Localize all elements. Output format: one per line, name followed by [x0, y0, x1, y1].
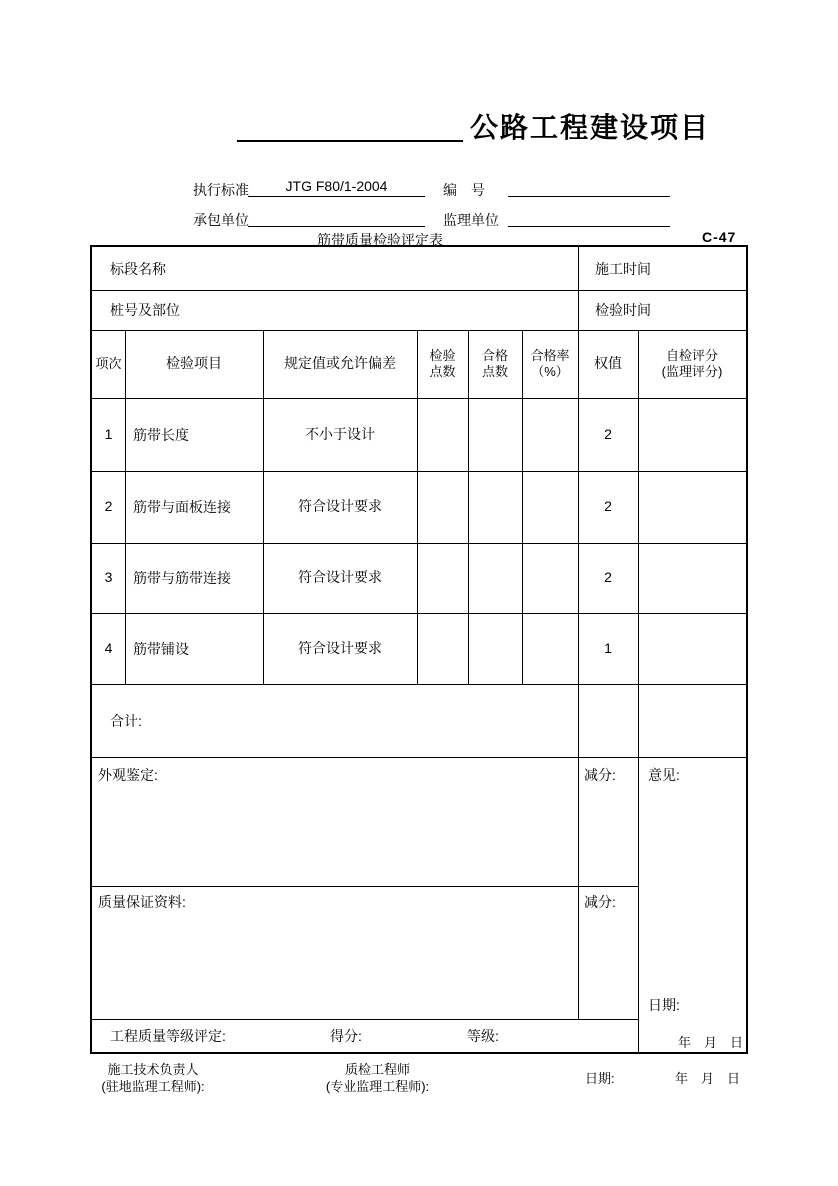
row2-no: 2	[104, 498, 113, 515]
row1-points[interactable]	[417, 398, 468, 471]
col-header-score-line2: (监理评分)	[661, 364, 723, 379]
col-header-pass	[468, 330, 522, 398]
form-code: C-47	[702, 229, 737, 245]
qc-engineer-line2: (专业监理工程师):	[325, 1079, 430, 1094]
grade-value[interactable]	[242, 1019, 322, 1052]
qc-engineer-signature	[295, 1061, 460, 1095]
score-label: 得分:	[330, 1027, 362, 1044]
col-header-item-no: 项次	[95, 355, 122, 371]
row4-spec: 符合设计要求	[298, 639, 382, 656]
contractor-label: 承包单位	[193, 212, 249, 228]
row4-no: 4	[104, 639, 113, 656]
col-header-score	[638, 330, 746, 398]
opinion-date-ymd: 年 月 日	[678, 1035, 744, 1050]
supervisor-field[interactable]	[508, 208, 670, 227]
col-header-points	[417, 330, 468, 398]
tech-lead-line1: 施工技术负责人	[107, 1062, 199, 1077]
tech-lead-signature	[78, 1061, 228, 1095]
number-field[interactable]	[508, 178, 670, 197]
row1-spec: 不小于设计	[305, 425, 375, 442]
row4-points[interactable]	[417, 613, 468, 684]
row1-weight: 2	[604, 425, 612, 442]
quality-deduction-label: 减分:	[584, 894, 616, 910]
opinion-value[interactable]	[648, 792, 742, 982]
row3-no: 3	[104, 569, 113, 586]
row4-weight: 1	[604, 639, 612, 656]
footer-date-label: 日期:	[585, 1071, 615, 1086]
opinion-date-label: 日期:	[648, 997, 680, 1013]
inspection-time-label: 检验时间	[595, 302, 651, 318]
row3-rate[interactable]	[522, 543, 578, 613]
supervisor-label: 监理单位	[443, 212, 499, 228]
row2-weight: 2	[604, 498, 612, 515]
footer-date-ymd: 年 月 日	[675, 1071, 741, 1086]
page-title: 公路工程建设项目	[470, 112, 711, 143]
col-header-points-line2: 点数	[429, 364, 456, 379]
total-value[interactable]	[172, 684, 552, 757]
appearance-label: 外观鉴定:	[98, 767, 158, 783]
table-title: 筋带质量检验评定表	[317, 232, 443, 248]
col-header-rate	[522, 330, 578, 398]
row2-spec: 符合设计要求	[298, 498, 382, 515]
grade-label: 工程质量等级评定:	[110, 1027, 226, 1044]
level-label: 等级:	[467, 1027, 499, 1044]
col-header-pass-line2: 点数	[481, 364, 508, 379]
col-header-pass-line1: 合格	[481, 347, 508, 363]
score-value[interactable]	[372, 1019, 452, 1052]
project-name-blank[interactable]	[237, 122, 463, 142]
exec-standard-label: 执行标准	[193, 182, 249, 198]
total-label: 合计:	[110, 712, 142, 729]
quality-docs-label: 质量保证资料:	[98, 894, 186, 910]
row3-item: 筋带与筋带连接	[133, 570, 231, 586]
col-header-rate-line2: （%）	[531, 364, 569, 379]
section-name-value[interactable]	[212, 247, 572, 290]
quality-docs-value[interactable]	[98, 919, 568, 1009]
row2-pass[interactable]	[468, 471, 522, 543]
appearance-value[interactable]	[98, 792, 568, 877]
grid-line	[92, 886, 638, 887]
construction-time-label: 施工时间	[595, 260, 651, 277]
qc-engineer-line1: 质检工程师	[344, 1062, 410, 1077]
col-header-weight: 权值	[594, 355, 622, 372]
row1-item: 筋带长度	[133, 426, 189, 443]
row3-points[interactable]	[417, 543, 468, 613]
number-label: 编 号	[443, 182, 485, 198]
row3-score[interactable]	[638, 543, 746, 613]
quality-deduction-value[interactable]	[584, 919, 634, 999]
exec-standard-field[interactable]: JTG F80/1-2004	[248, 178, 425, 197]
appearance-deduction-value[interactable]	[584, 792, 634, 872]
section-name-label: 标段名称	[110, 260, 166, 277]
col-header-points-line1: 检验	[429, 347, 456, 363]
row1-rate[interactable]	[522, 398, 578, 471]
grid-line	[92, 757, 746, 758]
col-header-rate-line1: 合格率	[530, 347, 570, 363]
col-header-score-line1: 自检评分	[665, 347, 718, 363]
station-label: 桩号及部位	[110, 302, 180, 318]
row2-item: 筋带与面板连接	[133, 499, 231, 515]
col-header-spec: 规定值或允许偏差	[284, 355, 396, 372]
row4-score[interactable]	[638, 613, 746, 684]
row3-weight: 2	[604, 569, 612, 586]
inspection-table	[90, 245, 748, 1054]
appearance-deduction-label: 减分:	[584, 767, 616, 783]
row4-item: 筋带铺设	[133, 640, 189, 657]
row4-pass[interactable]	[468, 613, 522, 684]
row2-score[interactable]	[638, 471, 746, 543]
row4-rate[interactable]	[522, 613, 578, 684]
row3-spec: 符合设计要求	[298, 569, 382, 586]
station-value[interactable]	[212, 290, 572, 330]
row2-rate[interactable]	[522, 471, 578, 543]
level-value[interactable]	[509, 1019, 569, 1052]
row1-no: 1	[104, 425, 113, 442]
contractor-field[interactable]	[248, 208, 425, 227]
col-header-item: 检验项目	[166, 355, 222, 372]
row1-pass[interactable]	[468, 398, 522, 471]
tech-lead-line2: (驻地监理工程师):	[101, 1079, 205, 1094]
row2-points[interactable]	[417, 471, 468, 543]
row3-pass[interactable]	[468, 543, 522, 613]
opinion-label: 意见:	[648, 767, 680, 783]
row1-score[interactable]	[638, 398, 746, 471]
